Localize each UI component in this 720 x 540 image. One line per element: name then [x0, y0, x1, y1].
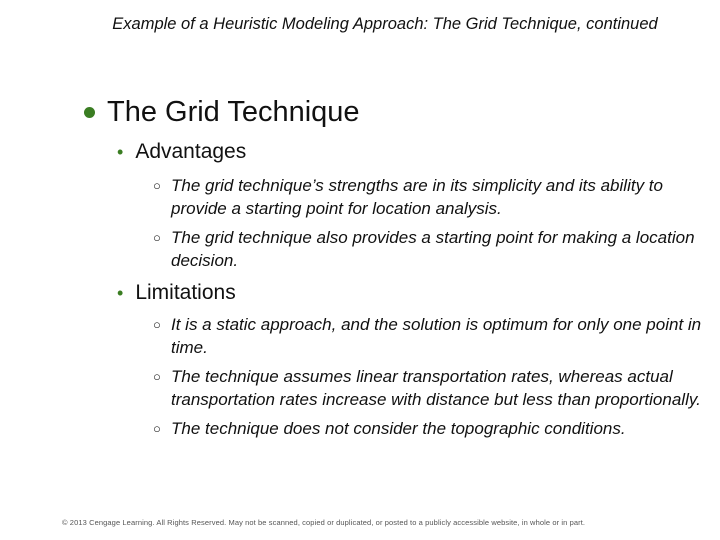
list-item: ○ The grid technique’s strengths are in its simplicity and its ability to provide a starting point for location analysis.: [153, 176, 663, 218]
section-heading: Limitations: [135, 281, 236, 304]
bullet-dot-icon: [84, 107, 95, 118]
bullet-circle-icon: ○: [153, 317, 161, 332]
limitations-list: [153, 313, 713, 446]
list-item: ○ The technique assumes linear transportation rates, whereas actual transportation rates increase with distance but less than proportionally.: [153, 367, 701, 409]
list-item: ○ The technique does not consider the topographic conditions.: [153, 419, 626, 438]
main-bullet: [84, 96, 360, 129]
bullet-square-icon: •: [117, 283, 124, 303]
list-item: ○ The grid technique also provides a starting point for making a location decision.: [153, 228, 695, 270]
bullet-circle-icon: ○: [153, 421, 161, 436]
bullet-circle-icon: ○: [153, 369, 161, 384]
bullet-square-icon: •: [117, 142, 124, 162]
section-advantages: [117, 140, 246, 164]
bullet-circle-icon: ○: [153, 230, 161, 245]
section-limitations: [117, 281, 236, 305]
slide-title: Example of a Heuristic Modeling Approach: The Grid Technique, continued: [112, 15, 658, 33]
list-item: ○ It is a static approach, and the solution is optimum for only one point in time.: [153, 315, 702, 357]
section-heading: Advantages: [135, 140, 247, 163]
bullet-circle-icon: ○: [153, 178, 161, 193]
copyright-footer: © 2013 Cengage Learning. All Rights Reserved. May not be scanned, copied or duplicated, or posted to a publicly accessible website, in whole or in part.: [62, 518, 586, 527]
main-bullet-text: The Grid Technique: [107, 96, 360, 128]
advantages-list: [153, 174, 713, 278]
